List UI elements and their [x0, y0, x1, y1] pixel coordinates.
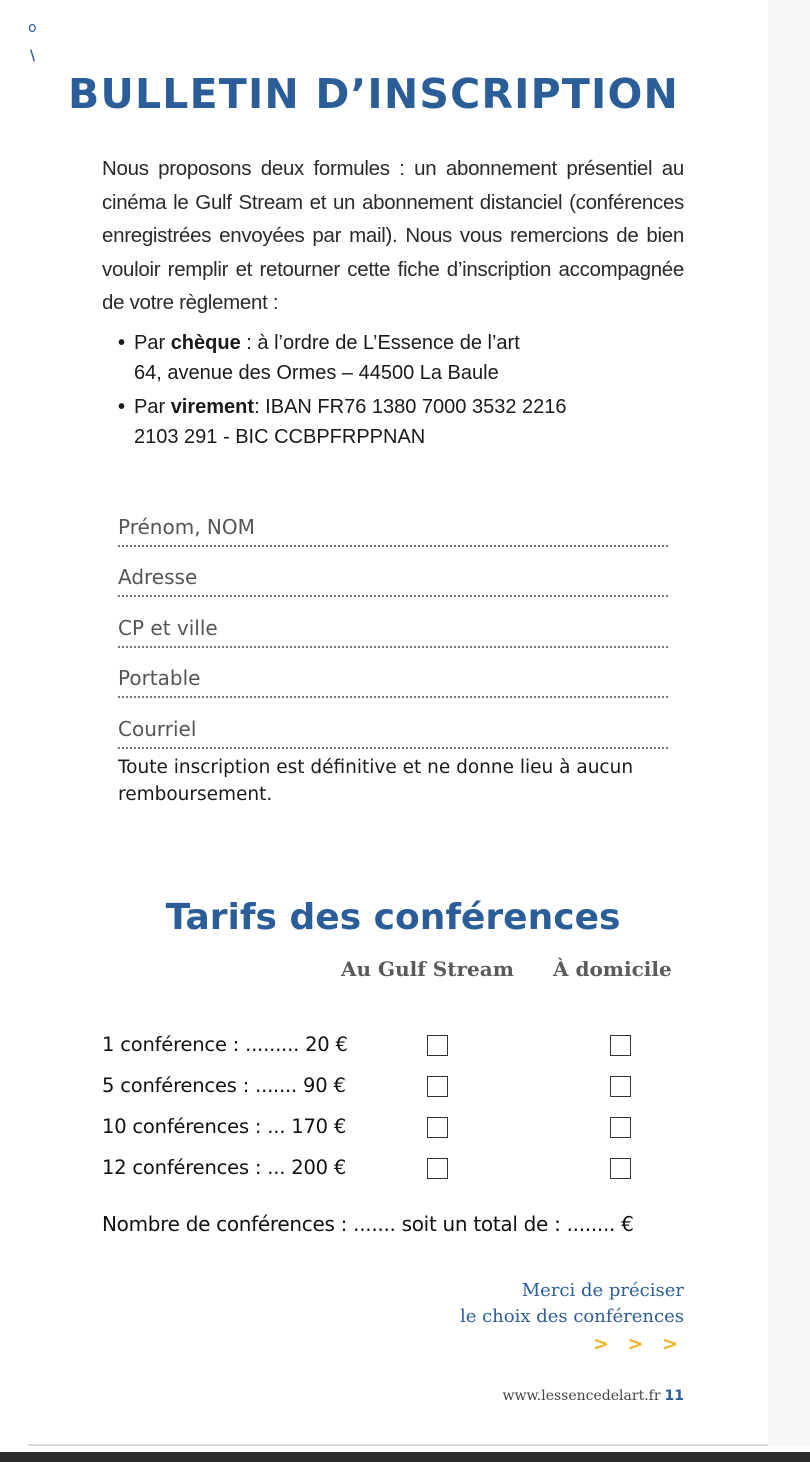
- tarif-label: 12 conférences : ... 200 €: [102, 1156, 347, 1179]
- field-postcode-city[interactable]: [118, 597, 668, 648]
- right-gutter: [768, 0, 810, 1446]
- field-label: Courriel: [118, 716, 197, 741]
- field-name[interactable]: [118, 496, 668, 547]
- merci-line-2: le choix des conférences: [459, 1306, 684, 1327]
- field-label: CP et ville: [118, 615, 218, 640]
- tarifs-table: [102, 1029, 662, 1193]
- cheque-prefix: Par: [134, 332, 171, 354]
- virement-prefix: Par: [134, 396, 171, 418]
- payment-cheque: [118, 328, 698, 388]
- merci-line-1: Merci de préciser: [521, 1280, 684, 1301]
- tarif-label: 5 conférences : ....... 90 €: [102, 1074, 346, 1097]
- page-number: 11: [664, 1388, 684, 1404]
- tarif-row: [102, 1111, 662, 1152]
- bullet-dot: •: [118, 396, 126, 418]
- corner-mark: [28, 20, 37, 64]
- tarif-row: [102, 1070, 662, 1111]
- arrows-icon: > > >: [593, 1333, 684, 1355]
- virement-iban: : IBAN FR76 1380 7000 3532 2216: [254, 396, 567, 418]
- field-mobile[interactable]: [118, 648, 668, 699]
- field-label: Prénom, NOM: [118, 514, 255, 539]
- cheque-bold: chèque: [170, 332, 241, 354]
- website-url: www.lessencedelart.fr: [502, 1388, 661, 1404]
- column-header-home: À domicile: [553, 957, 672, 981]
- tarif-row: [102, 1152, 662, 1193]
- payment-virement: [118, 392, 698, 452]
- checkbox-home[interactable]: [610, 1158, 631, 1179]
- checkbox-home[interactable]: [610, 1035, 631, 1056]
- tarif-label: 1 conférence : ......... 20 €: [102, 1033, 348, 1056]
- column-header-gulf-stream: Au Gulf Stream: [341, 957, 514, 981]
- cheque-address: 64, avenue des Ormes – 44500 La Baule: [134, 362, 499, 384]
- merci-note: [420, 1278, 684, 1330]
- field-email[interactable]: [118, 698, 668, 749]
- virement-bold: virement: [170, 396, 255, 418]
- cheque-rest: : à l’ordre de L’Essence de l’art: [240, 332, 520, 354]
- bottom-bar: [0, 1452, 810, 1462]
- divider: [28, 1444, 768, 1446]
- page-title: BULLETIN D’INSCRIPTION: [68, 70, 680, 118]
- field-label: Adresse: [118, 565, 198, 589]
- corner-mark-bottom: \: [30, 48, 36, 64]
- checkbox-gulf-stream[interactable]: [427, 1117, 448, 1138]
- tarifs-title: Tarifs des conférences: [165, 897, 621, 938]
- payment-methods: [118, 328, 698, 456]
- registration-form: [118, 496, 668, 749]
- intro-paragraph: Nous proposons deux formules : un abonnement présentiel au cinéma le Gulf Stream et un abonnement distanciel (conférences enregistrées envoyées par mail). Nous vous remercions de bien vouloir remplir et retourner cette fiche d’inscription accompagnée de votre règlement :: [102, 157, 684, 314]
- checkbox-gulf-stream[interactable]: [427, 1035, 448, 1056]
- corner-mark-top: o: [28, 20, 37, 36]
- checkbox-gulf-stream[interactable]: [427, 1158, 448, 1179]
- checkbox-gulf-stream[interactable]: [427, 1076, 448, 1097]
- bullet-dot: •: [118, 332, 126, 354]
- refund-disclaimer: Toute inscription est définitive et ne donne lieu à aucun remboursement.: [118, 757, 634, 805]
- checkbox-home[interactable]: [610, 1117, 631, 1138]
- field-label: Portable: [118, 666, 201, 690]
- page-footer: [430, 1388, 684, 1404]
- field-address[interactable]: [118, 547, 668, 598]
- virement-bic: 2103 291 - BIC CCBPFRPPNAN: [134, 426, 426, 448]
- total-line: Nombre de conférences : ....... soit un total de : ........ €: [102, 1212, 634, 1236]
- checkbox-home[interactable]: [610, 1076, 631, 1097]
- tarif-row: [102, 1029, 662, 1070]
- tarif-label: 10 conférences : ... 170 €: [102, 1115, 347, 1138]
